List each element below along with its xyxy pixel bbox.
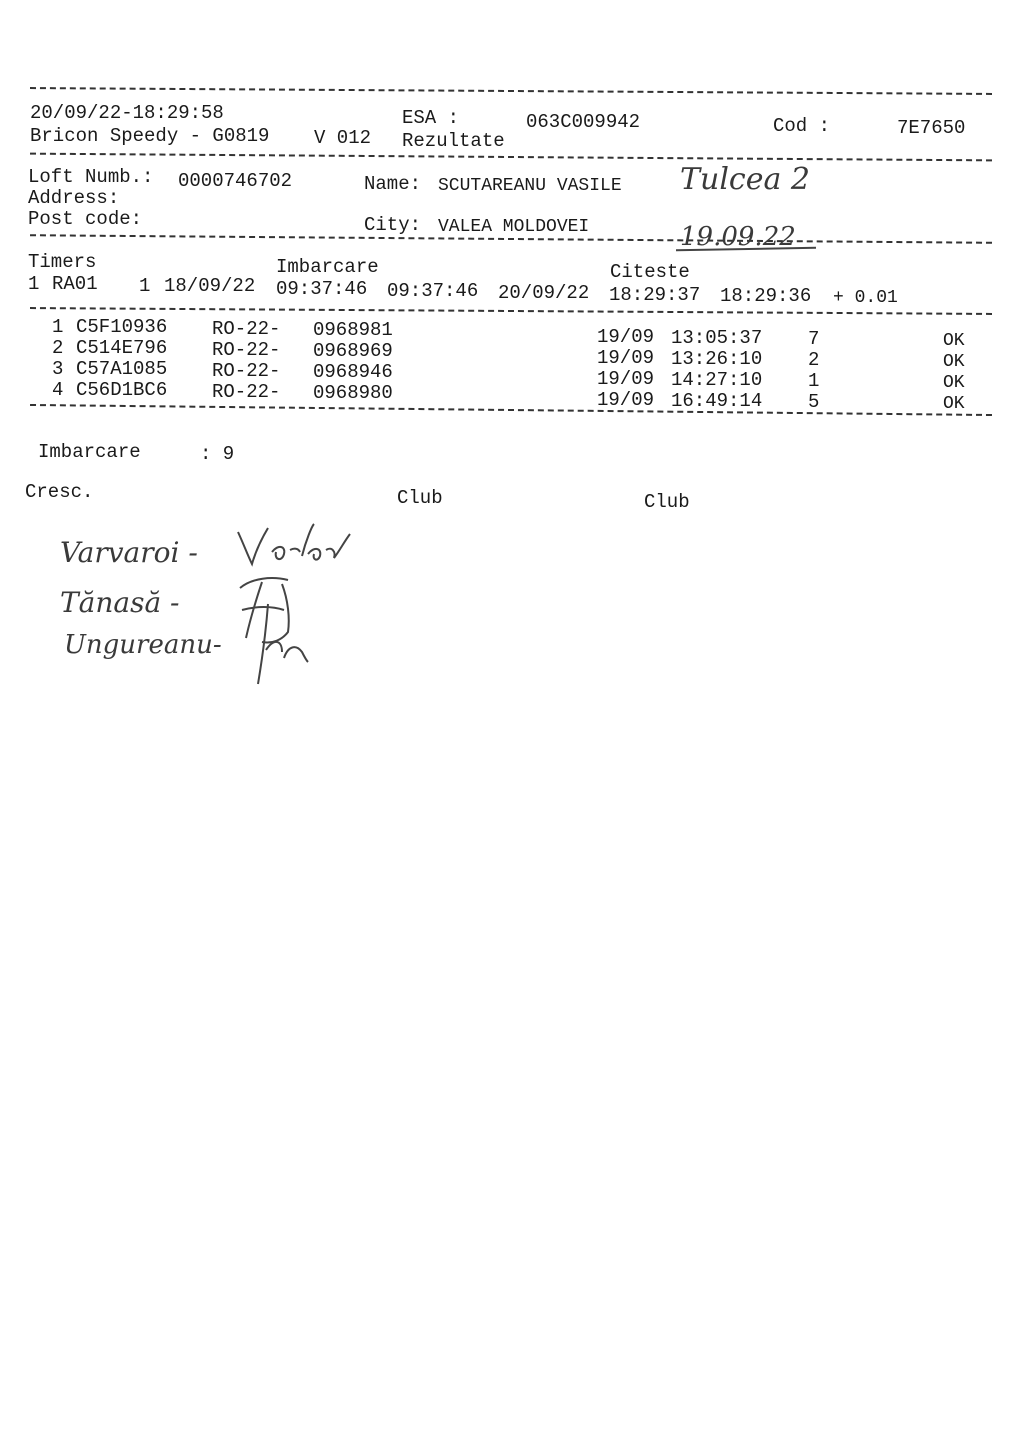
name-value: SCUTAREANU VASILE bbox=[438, 176, 622, 196]
summary-imbarcare-label: Imbarcare bbox=[38, 441, 141, 463]
separator-birds bbox=[30, 404, 992, 416]
bird-date: 19/09 bbox=[597, 347, 655, 369]
bird-date: 19/09 bbox=[597, 368, 655, 390]
handwritten-date: 19.09.22 bbox=[680, 222, 796, 252]
header-device: Bricon Speedy - G0819 bbox=[30, 125, 270, 147]
bird-chip: C514E796 bbox=[76, 337, 168, 359]
bird-position: 2 bbox=[808, 349, 820, 371]
timer-index: 1 bbox=[28, 273, 40, 295]
bird-country: RO-22- bbox=[212, 318, 281, 340]
city-value: VALEA MOLDOVEI bbox=[438, 217, 590, 237]
cod-value: 7E7650 bbox=[897, 117, 966, 139]
bird-chip: C57A1085 bbox=[76, 358, 168, 380]
bird-ring: 0968946 bbox=[313, 361, 393, 383]
loft-label: Loft Numb.: bbox=[28, 166, 154, 188]
timer-count: 1 bbox=[139, 275, 151, 297]
separator-timers bbox=[30, 307, 992, 315]
address-label: Address: bbox=[28, 187, 120, 209]
signature-varvaroi bbox=[232, 520, 362, 570]
bird-time: 14:27:10 bbox=[671, 369, 763, 391]
club1-label: Club bbox=[397, 487, 443, 509]
bird-ring: 0968969 bbox=[313, 340, 393, 362]
bird-country: RO-22- bbox=[212, 360, 281, 382]
bird-position: 5 bbox=[808, 391, 820, 413]
bird-status: OK bbox=[943, 373, 965, 393]
timers-imbarcare-label: Imbarcare bbox=[276, 256, 379, 278]
esa-value: 063C009942 bbox=[526, 111, 641, 133]
city-label: City: bbox=[364, 214, 422, 236]
separator-top bbox=[30, 87, 992, 95]
bird-country: RO-22- bbox=[212, 339, 281, 361]
rezultate-label: Rezultate bbox=[402, 130, 505, 152]
bird-index: 3 bbox=[52, 358, 64, 380]
timer-cit-time2: 18:29:36 bbox=[720, 285, 812, 307]
loft-value: 0000746702 bbox=[178, 170, 293, 192]
bird-time: 13:05:37 bbox=[671, 327, 763, 349]
timer-imb-date: 18/09/22 bbox=[164, 275, 256, 297]
bird-ring: 0968981 bbox=[313, 319, 393, 341]
bird-status: OK bbox=[943, 331, 965, 351]
timer-cit-time1: 18:29:37 bbox=[609, 284, 701, 306]
timer-delta: + 0.01 bbox=[833, 288, 898, 308]
timer-cit-date: 20/09/22 bbox=[498, 282, 590, 304]
postcode-label: Post code: bbox=[28, 208, 143, 230]
bird-index: 2 bbox=[52, 337, 64, 359]
bird-country: RO-22- bbox=[212, 381, 281, 403]
name-label: Name: bbox=[364, 173, 422, 195]
bird-ring: 0968980 bbox=[313, 382, 393, 404]
bird-date: 19/09 bbox=[597, 326, 655, 348]
timers-label: Timers bbox=[28, 251, 97, 273]
header-version: V 012 bbox=[314, 127, 372, 149]
club2-label: Club bbox=[644, 491, 690, 513]
bird-chip: C5F10936 bbox=[76, 316, 168, 338]
timer-imb-time2: 09:37:46 bbox=[387, 280, 479, 302]
signature-ungureanu bbox=[246, 600, 326, 690]
summary-imbarcare-value: : 9 bbox=[200, 443, 235, 465]
cresc-label: Cresc. bbox=[25, 481, 94, 503]
timer-id: RA01 bbox=[52, 273, 98, 295]
cod-label: Cod : bbox=[773, 115, 831, 137]
header-datetime: 20/09/22-18:29:58 bbox=[30, 102, 224, 124]
bird-time: 13:26:10 bbox=[671, 348, 763, 370]
separator-header bbox=[30, 153, 992, 162]
bird-status: OK bbox=[943, 352, 965, 372]
handwritten-name: Varvaroi - bbox=[60, 536, 198, 569]
handwritten-name: Ungureanu- bbox=[64, 630, 222, 660]
handwritten-race: Tulcea 2 bbox=[680, 162, 810, 197]
timer-imb-time1: 09:37:46 bbox=[276, 278, 368, 300]
bird-date: 19/09 bbox=[597, 389, 655, 411]
esa-label: ESA : bbox=[402, 107, 460, 129]
bird-position: 7 bbox=[808, 328, 820, 350]
handwritten-name: Tănasă - bbox=[60, 586, 180, 619]
bird-chip: C56D1BC6 bbox=[76, 379, 168, 401]
bird-status: OK bbox=[943, 394, 965, 414]
bird-position: 1 bbox=[808, 370, 820, 392]
bird-index: 1 bbox=[52, 316, 64, 338]
bird-time: 16:49:14 bbox=[671, 390, 763, 412]
bird-index: 4 bbox=[52, 379, 64, 401]
timers-citeste-label: Citeste bbox=[610, 261, 690, 283]
